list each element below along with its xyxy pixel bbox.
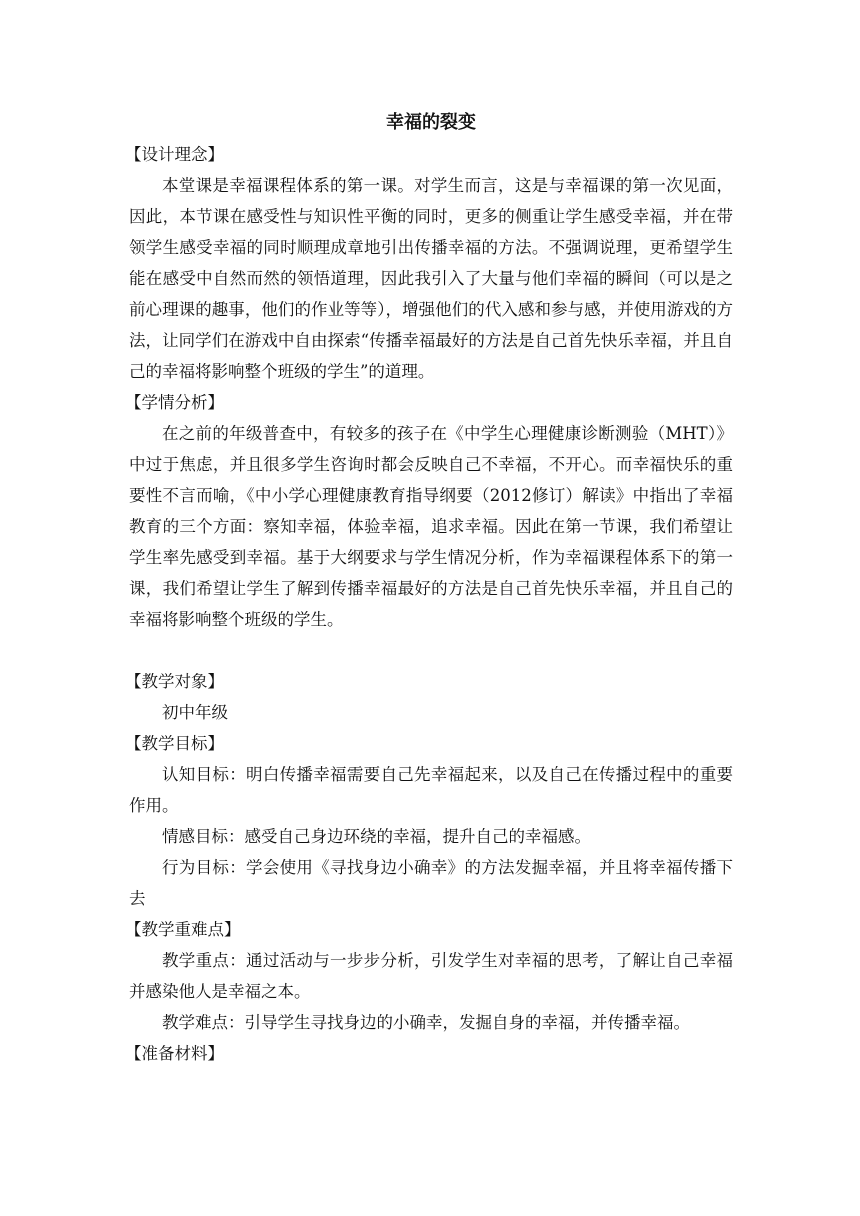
difficult-point-paragraph: 教学难点：引导学生寻找身边的小确幸，发掘自身的幸福，并传播幸福。 bbox=[162, 1013, 690, 1032]
document-body bbox=[125, 107, 733, 1069]
section-heading-learner-analysis: 【学情分析】 bbox=[125, 393, 224, 412]
section-heading-key-difficult-points: 【教学重难点】 bbox=[125, 920, 241, 939]
teaching-target-paragraph: 初中年级 bbox=[162, 703, 228, 722]
document-title: 幸福的裂变 bbox=[386, 112, 476, 133]
learner-analysis-paragraph: 在之前的年级普查中，有较多的孩子在《中学生心理健康诊断测验（MHT）》中过于焦虑，并且很多学生咨询时都会反映自己不幸福，不开心。而幸福快乐的重要性不言而喻，《中小学心理健康教育指导纲要（2012修订）解读》中指出了幸福教育的三个方面：察知幸福，体验幸福，追求幸福。因此在第一节课，我们希望让学生率先感受到幸福。基于大纲要求与学生情况分析，作为幸福课程体系下的第一课，我们希望让学生了解到传播幸福最好的方法是自己首先快乐幸福，并且自己的幸福将影响整个班级的学生。 bbox=[129, 424, 733, 629]
cognitive-goal-paragraph: 认知目标：明白传播幸福需要自己先幸福起来，以及自己在传播过程中的重要作用。 bbox=[129, 765, 733, 815]
design-concept-paragraph: 本堂课是幸福课程体系的第一课。对学生而言，这是与幸福课的第一次见面，因此，本节课在感受性与知识性平衡的同时，更多的侧重让学生感受幸福，并在带领学生感受幸福的同时顺理成章地引出传播幸福的方法。不强调说理，更希望学生能在感受中自然而然的领悟道理，因此我引入了大量与他们幸福的瞬间（可以是之前心理课的趣事，他们的作业等等），增强他们的代入感和参与感，并使用游戏的方法，让同学们在游戏中自由探索“传播幸福最好的方法是自己首先快乐幸福，并且自己的幸福将影响整个班级的学生”的道理。 bbox=[129, 176, 733, 381]
section-heading-teaching-goals: 【教学目标】 bbox=[125, 734, 224, 753]
section-heading-materials: 【准备材料】 bbox=[125, 1044, 224, 1063]
behavioral-goal-paragraph: 行为目标：学会使用《寻找身边小确幸》的方法发掘幸福，并且将幸福传播下去 bbox=[129, 858, 733, 908]
blank-spacer bbox=[129, 635, 733, 666]
section-heading-teaching-target: 【教学对象】 bbox=[125, 672, 224, 691]
section-heading-design-concept: 【设计理念】 bbox=[125, 145, 224, 164]
emotional-goal-paragraph: 情感目标：感受自己身边环绕的幸福，提升自己的幸福感。 bbox=[162, 827, 591, 846]
key-point-paragraph: 教学重点：通过活动与一步步分析，引发学生对幸福的思考，了解让自己幸福并感染他人是幸福之本。 bbox=[129, 951, 733, 1001]
